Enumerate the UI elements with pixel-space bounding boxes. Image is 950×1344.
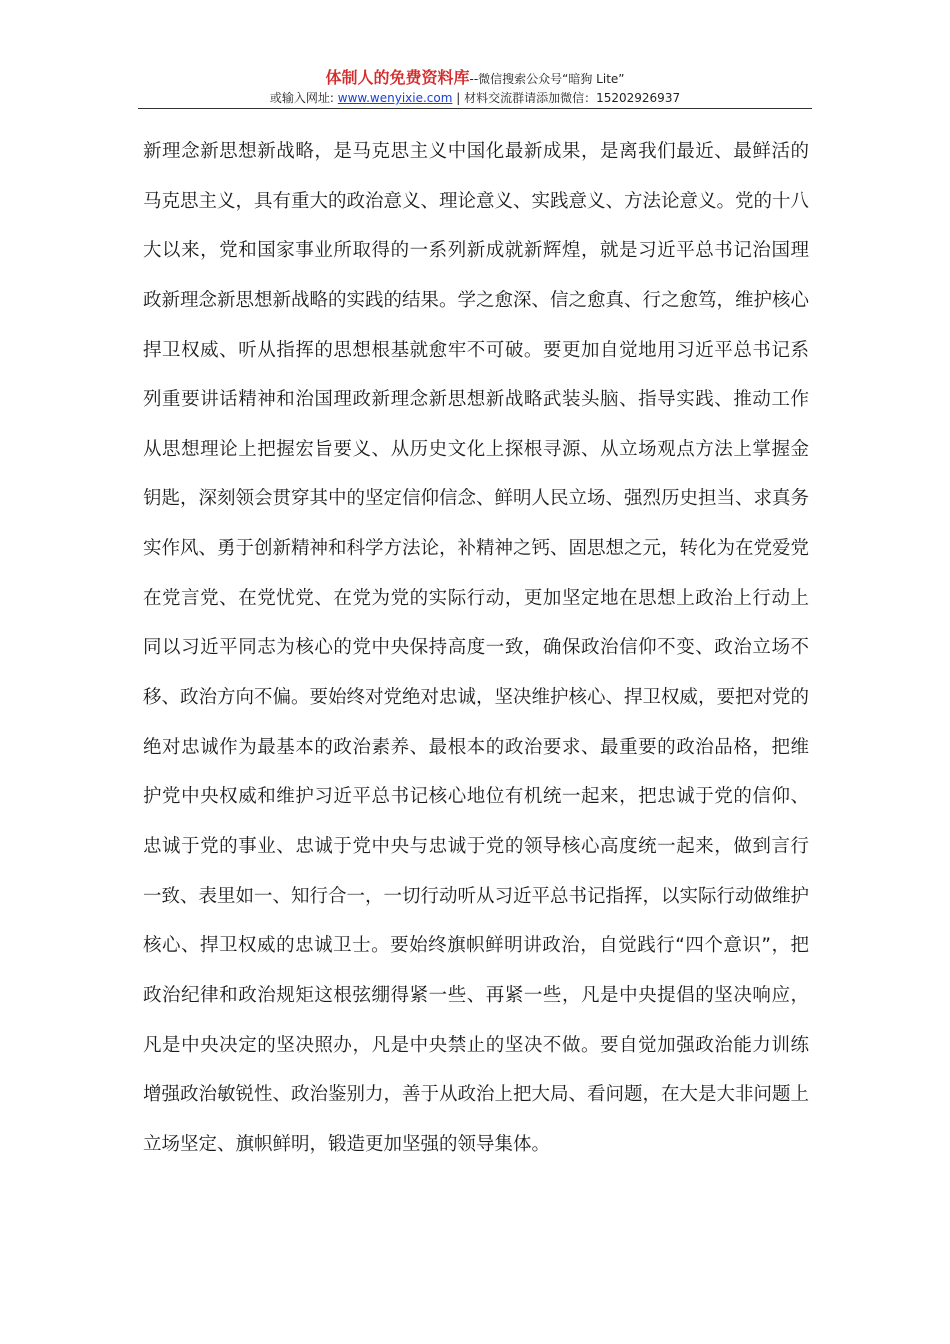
body-line: 增强政治敏锐性、政治鉴别力，善于从政治上把大局、看问题，在大是大非问题上 [143, 1084, 810, 1106]
body-line: 列重要讲话精神和治国理政新理念新思想新战略武装头脑、指导实践、推动工作 [143, 389, 809, 411]
body-line: 政治纪律和政治规矩这根弦绷得紧一些、再紧一些，凡是中央提倡的坚决响应， [143, 984, 809, 1006]
body-line: 钥匙，深刻领会贯穿其中的坚定信仰信念、鲜明人民立场、强烈历史担当、求真务 [143, 488, 810, 510]
body-line: 实作风、勇于创新精神和科学方法论，补精神之钙、固思想之元，转化为在党爱党 [143, 538, 810, 560]
header-title-line [138, 68, 812, 89]
header-url-prefix: 或输入网址: [269, 91, 334, 105]
body-line: 一致、表里如一、知行合一，一切行动听从习近平总书记指挥，以实际行动做维护 [143, 885, 810, 907]
body-line: 护党中央权威和维护习近平总书记核心地位有机统一起来，把忠诚于党的信仰、 [143, 786, 809, 808]
body-line: 移、政治方向不偏。要始终对党绝对忠诚，坚决维护核心、捍卫权威，要把对党的 [143, 687, 810, 709]
body-line: 政新理念新思想新战略的实践的结果。学之愈深、信之愈真、行之愈笃，维护核心 [143, 289, 810, 311]
body-line: 立场坚定、旗帜鲜明，锻造更加坚强的领导集体。 [143, 1133, 551, 1155]
header-contact-line [138, 90, 812, 107]
document-body [143, 127, 809, 1169]
header-divider [138, 108, 812, 109]
body-line: 凡是中央决定的坚决照办，凡是中央禁止的坚决不做。要自觉加强政治能力训练 [143, 1034, 809, 1056]
body-line: 捍卫权威、听从指挥的思想根基就愈牢不可破。要更加自觉地用习近平总书记系 [143, 339, 809, 361]
header-subtitle: --微信搜索公众号“暗狗 Lite” [469, 72, 625, 86]
body-line: 绝对忠诚作为最基本的政治素养、最根本的政治要求、最重要的政治品格，把维 [143, 736, 809, 758]
header-url-link[interactable]: www.wenyixie.com [337, 91, 453, 105]
body-line: 马克思主义，具有重大的政治意义、理论意义、实践意义、方法论意义。党的十八 [143, 190, 810, 212]
body-line: 同以习近平同志为核心的党中央保持高度一致，确保政治信仰不变、政治立场不 [143, 637, 809, 659]
body-line: 新理念新思想新战略，是马克思主义中国化最新成果，是离我们最近、最鲜活的 [143, 141, 809, 162]
page-header [138, 68, 812, 107]
body-line: 从思想理论上把握宏旨要义、从历史文化上探根寻源、从立场观点方法上掌握金 [143, 438, 809, 460]
body-line: 忠诚于党的事业、忠诚于党中央与忠诚于党的领导核心高度统一起来，做到言行 [143, 835, 809, 857]
header-contact: | 材料交流群请添加微信：15202926937 [456, 91, 681, 105]
body-line: 大以来，党和国家事业所取得的一系列新成就新辉煌，就是习近平总书记治国理 [143, 240, 809, 262]
body-line: 核心、捍卫权威的忠诚卫士。要始终旗帜鲜明讲政治，自觉践行“四个意识”，把 [143, 935, 809, 957]
body-line: 在党言党、在党忧党、在党为党的实际行动，更加坚定地在思想上政治上行动上 [143, 587, 809, 609]
header-title: 体制人的免费资料库 [325, 68, 470, 87]
